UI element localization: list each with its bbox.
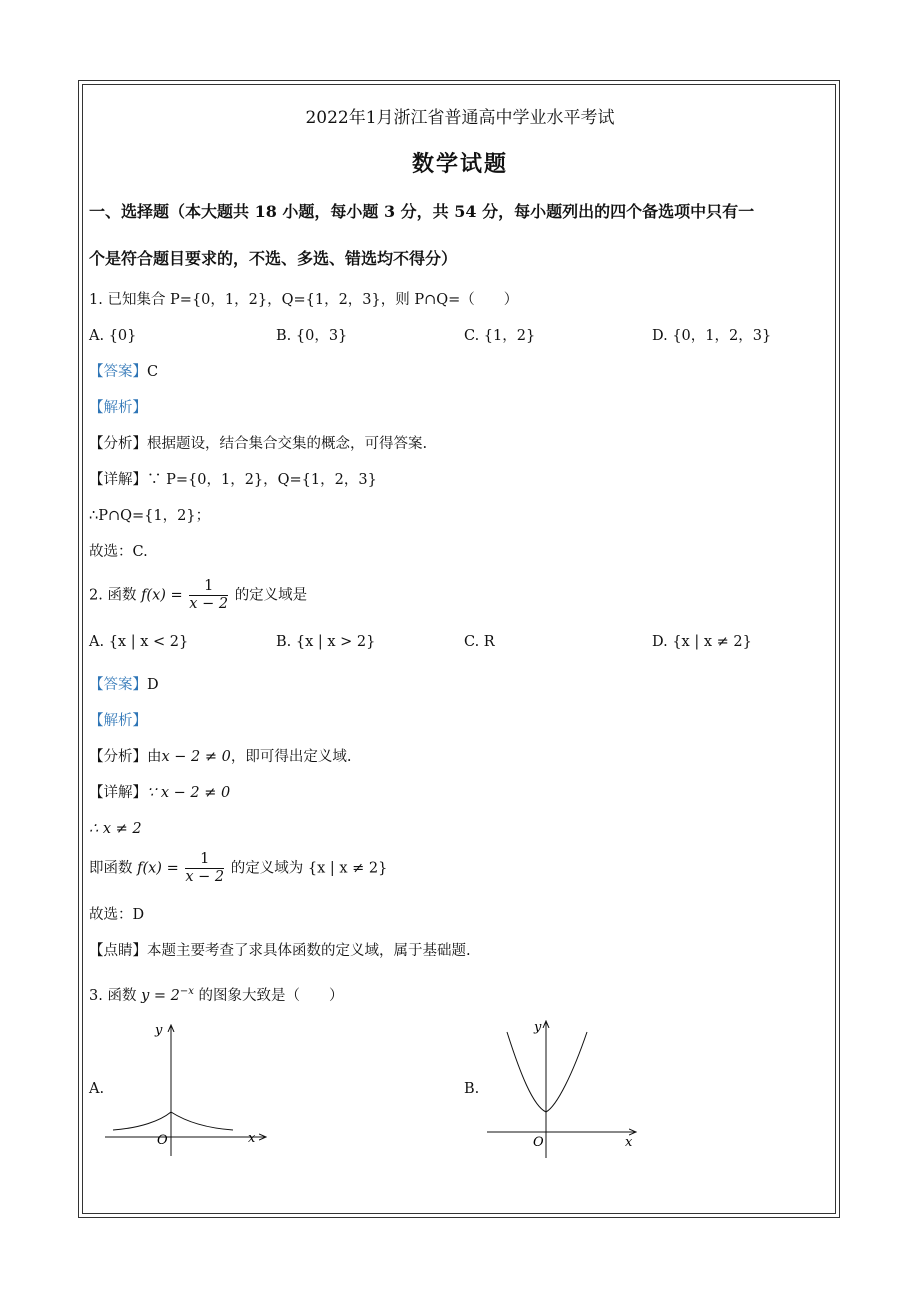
q2-option-a: A. {x | x < 2} (89, 634, 189, 650)
q2-fenxi-pre: 由 (147, 749, 162, 765)
y-axis-label: y (155, 1023, 163, 1038)
fenxi-label: 【分析】 (89, 749, 147, 765)
q2-fenxi-math: x − 2 ≠ 0 (161, 749, 231, 765)
q1-detail (89, 470, 377, 490)
q2-step-text: ∴ x ≠ 2 (89, 821, 142, 837)
q3-exponent: −x (179, 986, 194, 997)
q2-conclusion-denominator: x − 2 (185, 869, 225, 885)
q2-fenxi (89, 747, 351, 767)
q2-fx: f(x) = (141, 587, 183, 604)
q2-comment-text: 本题主要考查了求具体函数的定义域，属于基础题. (147, 943, 471, 959)
q2-stem (89, 578, 307, 613)
q1-answer (89, 362, 158, 382)
origin-label: O (533, 1135, 544, 1150)
subject-title: 数学试题 (411, 151, 508, 177)
q1-stem: 1. 已知集合 P={0，1，2}，Q={1，2，3}，则 P∩Q=（ ） (89, 292, 519, 308)
q1-step: ∴P∩Q={1，2}； (89, 508, 211, 524)
curve (113, 1112, 233, 1130)
q3-expr: y = 2 (141, 987, 180, 1004)
x-axis-label: x (625, 1135, 633, 1150)
q2-detail-text: ∵ x − 2 ≠ 0 (147, 785, 231, 801)
comment-label: 【点睛】 (89, 943, 147, 959)
q2-conclusion-fx: f(x) = (137, 860, 179, 877)
q3-option-b-label: B. (464, 1081, 480, 1097)
q1-option-a: A. {0} (89, 328, 137, 344)
q3-stem-post: 的图象大致是（ ） (198, 987, 344, 1004)
q2-step (89, 819, 142, 839)
q1-fenxi (89, 434, 427, 454)
q1-option-b: B. {0，3} (276, 328, 348, 344)
answer-label: 【答案】 (89, 364, 147, 380)
q2-option-c: C. R (464, 634, 495, 650)
q2-chosen-value: D (132, 907, 145, 923)
chosen-label: 故选： (89, 544, 133, 560)
q2-analysis-label: 【解析】 (89, 713, 147, 729)
section-heading-line1: 一、选择题（本大题共 18 小题，每小题 3 分，共 54 分，每小题列出的四个备选项中只有一 (89, 202, 755, 221)
q2-conclusion-pre: 即函数 (89, 860, 133, 877)
section-heading-line2: 个是符合题目要求的，不选、多选、错选均不得分） (89, 249, 458, 268)
q1-answer-value: C (147, 364, 159, 380)
chosen-label: 故选： (89, 907, 133, 923)
q2-answer-value: D (147, 677, 159, 693)
q2-numerator: 1 (189, 578, 228, 596)
q2-option-b: B. {x | x > 2} (276, 634, 376, 650)
curve (507, 1032, 587, 1112)
detail-label: 【详解】 (89, 785, 147, 801)
q2-chosen (89, 905, 144, 925)
q1-option-c: C. {1，2} (464, 328, 536, 344)
q2-detail (89, 783, 230, 803)
q2-num: 2. 函数 (89, 587, 137, 604)
q1-chosen-value: C. (132, 544, 148, 560)
q2-conclusion-post: 的定义域为 {x | x ≠ 2} (230, 860, 388, 877)
q2-answer (89, 675, 159, 695)
q2-option-d: D. {x | x ≠ 2} (652, 634, 752, 650)
fenxi-label: 【分析】 (89, 436, 147, 452)
q1-chosen (89, 542, 148, 562)
q3-option-a-label: A. (89, 1081, 105, 1097)
q2-fraction (189, 578, 228, 613)
exam-title: 2022年1月浙江省普通高中学业水平考试 (305, 108, 615, 128)
y-axis-label: y (534, 1020, 542, 1035)
q2-conclusion-numerator: 1 (185, 851, 224, 869)
q2-conclusion-fraction (185, 851, 224, 886)
q3-graph-b (485, 1018, 645, 1160)
q1-detail-text: ∵ P={0，1，2}，Q={1，2，3} (147, 472, 377, 488)
q3-stem-pre: 3. 函数 (89, 987, 137, 1004)
q1-fenxi-text: 根据题设，结合集合交集的概念，可得答案. (147, 436, 428, 452)
q2-conclusion (89, 851, 387, 886)
q2-fenxi-post: ，即可得出定义域. (230, 749, 352, 765)
x-axis-label: x (248, 1131, 256, 1146)
q1-option-d: D. {0，1，2，3} (652, 328, 772, 344)
q3-graph-a (105, 1018, 275, 1158)
answer-label: 【答案】 (89, 677, 147, 693)
detail-label: 【详解】 (89, 472, 147, 488)
q3-stem (89, 982, 344, 1006)
q1-analysis-label: 【解析】 (89, 400, 147, 416)
q2-denominator: x − 2 (189, 596, 229, 612)
origin-label: O (157, 1133, 168, 1148)
q2-stem-tail: 的定义域是 (234, 587, 308, 604)
q2-comment (89, 941, 471, 961)
